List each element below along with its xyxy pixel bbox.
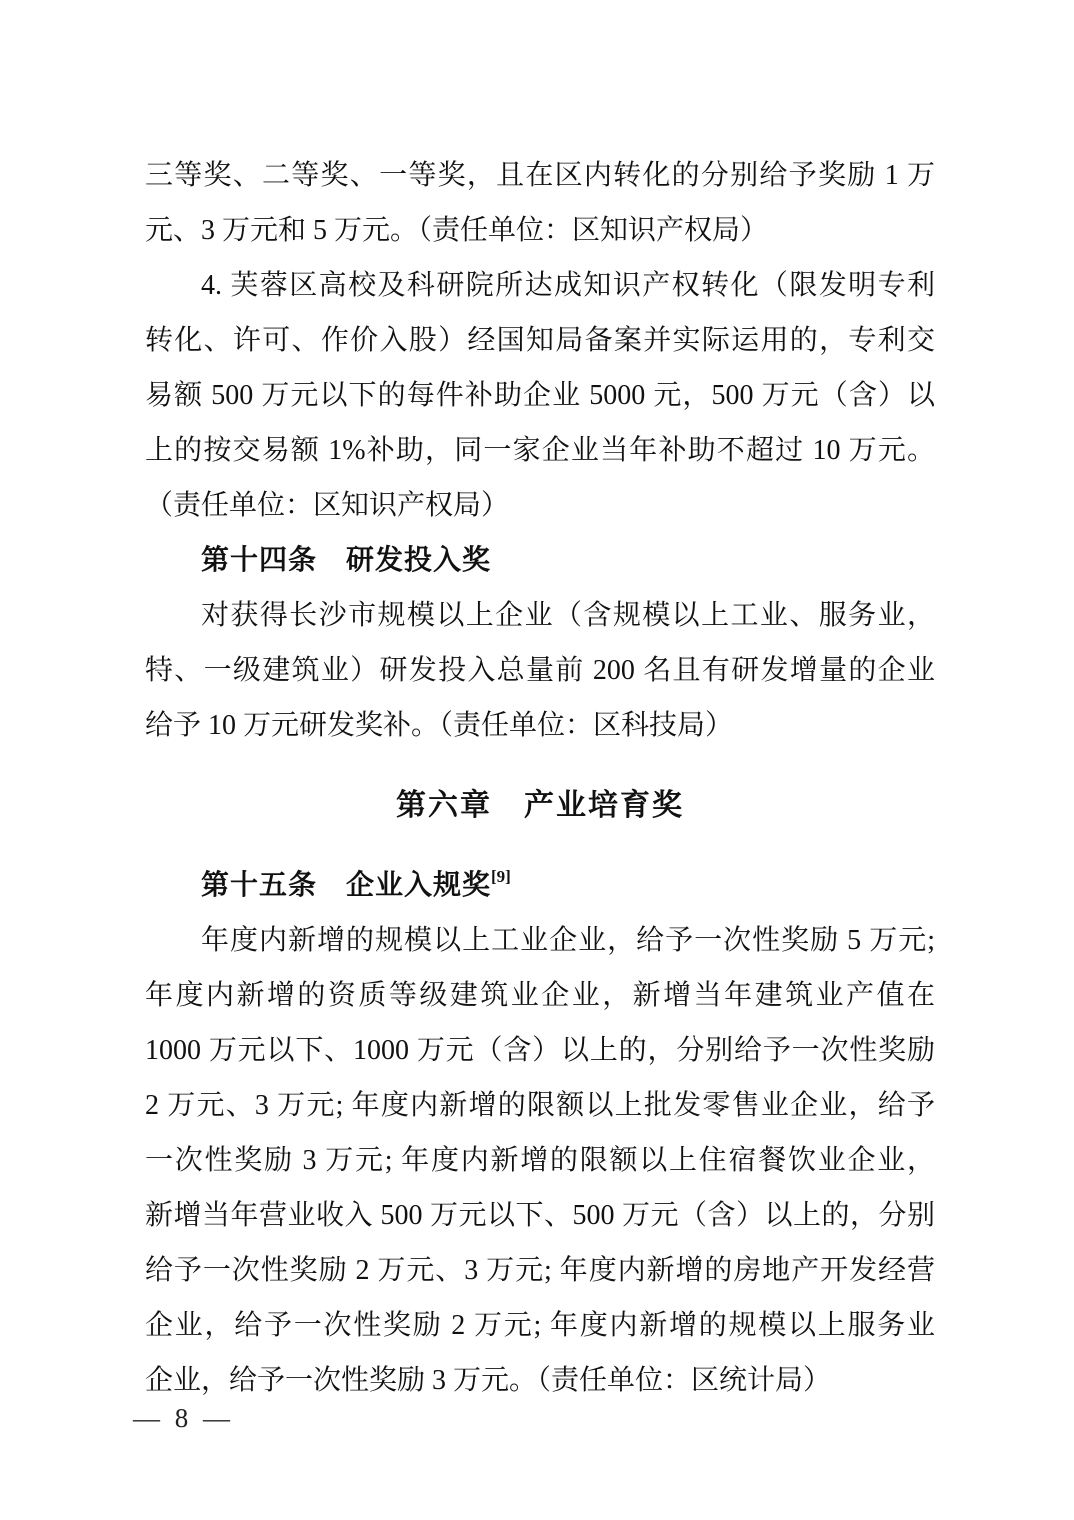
text-line: 企业，给予一次性奖励 3 万元。（责任单位：区统计局） [145, 1365, 832, 1396]
page-number: — 8 — [133, 1403, 234, 1433]
paragraph [145, 913, 935, 1408]
paragraph [145, 258, 935, 533]
article-heading-text: 第十四条 研发投入奖 [201, 545, 492, 576]
text-line: 特、一级建筑业）研发投入总量前 200 名且有研发增量的企业 [145, 655, 935, 686]
text-line: 2 万元、3 万元; 年度内新增的限额以上批发零售业企业，给予 [145, 1090, 935, 1121]
text-line: 一次性奖励 3 万元; 年度内新增的限额以上住宿餐饮业企业， [145, 1145, 935, 1176]
text-line: 新增当年营业收入 500 万元以下、500 万元（含）以上的，分别 [145, 1200, 935, 1231]
document-body [145, 148, 935, 1408]
paragraph [145, 588, 935, 753]
text-line: 年度内新增的规模以上工业企业，给予一次性奖励 5 万元; [201, 925, 935, 956]
text-line: 4. 芙蓉区高校及科研院所达成知识产权转化（限发明专利 [201, 270, 935, 301]
text-line: 元、3 万元和 5 万元。（责任单位：区知识产权局） [145, 215, 769, 246]
text-line: 三等奖、二等奖、一等奖，且在区内转化的分别给予奖励 1 万 [145, 160, 935, 191]
paragraph [145, 148, 935, 258]
page-footer [133, 1398, 234, 1438]
text-line: 年度内新增的资质等级建筑业企业，新增当年建筑业产值在 [145, 980, 935, 1011]
footnote-marker: [9] [491, 866, 511, 886]
text-line: 给予一次性奖励 2 万元、3 万元; 年度内新增的房地产开发经营 [145, 1255, 935, 1286]
text-line: 易额 500 万元以下的每件补助企业 5000 元，500 万元（含）以 [145, 380, 935, 411]
article-heading [145, 858, 935, 913]
article-heading-text: 第十五条 企业入规奖 [201, 870, 492, 901]
article-heading [145, 533, 935, 588]
text-line: 企业，给予一次性奖励 2 万元; 年度内新增的规模以上服务业 [145, 1310, 935, 1341]
chapter-heading: 第六章 产业培育奖 [396, 789, 684, 822]
text-line: 1000 万元以下、1000 万元（含）以上的，分别给予一次性奖励 [145, 1035, 935, 1066]
text-line: 转化、许可、作价入股）经国知局备案并实际运用的，专利交 [145, 325, 935, 356]
text-line: 上的按交易额 1%补助，同一家企业当年补助不超过 10 万元。 [145, 435, 935, 466]
text-line: （责任单位：区知识产权局） [145, 490, 510, 521]
text-line: 给予 10 万元研发奖补。（责任单位：区科技局） [145, 710, 734, 741]
text-line: 对获得长沙市规模以上企业（含规模以上工业、服务业， [201, 600, 935, 631]
